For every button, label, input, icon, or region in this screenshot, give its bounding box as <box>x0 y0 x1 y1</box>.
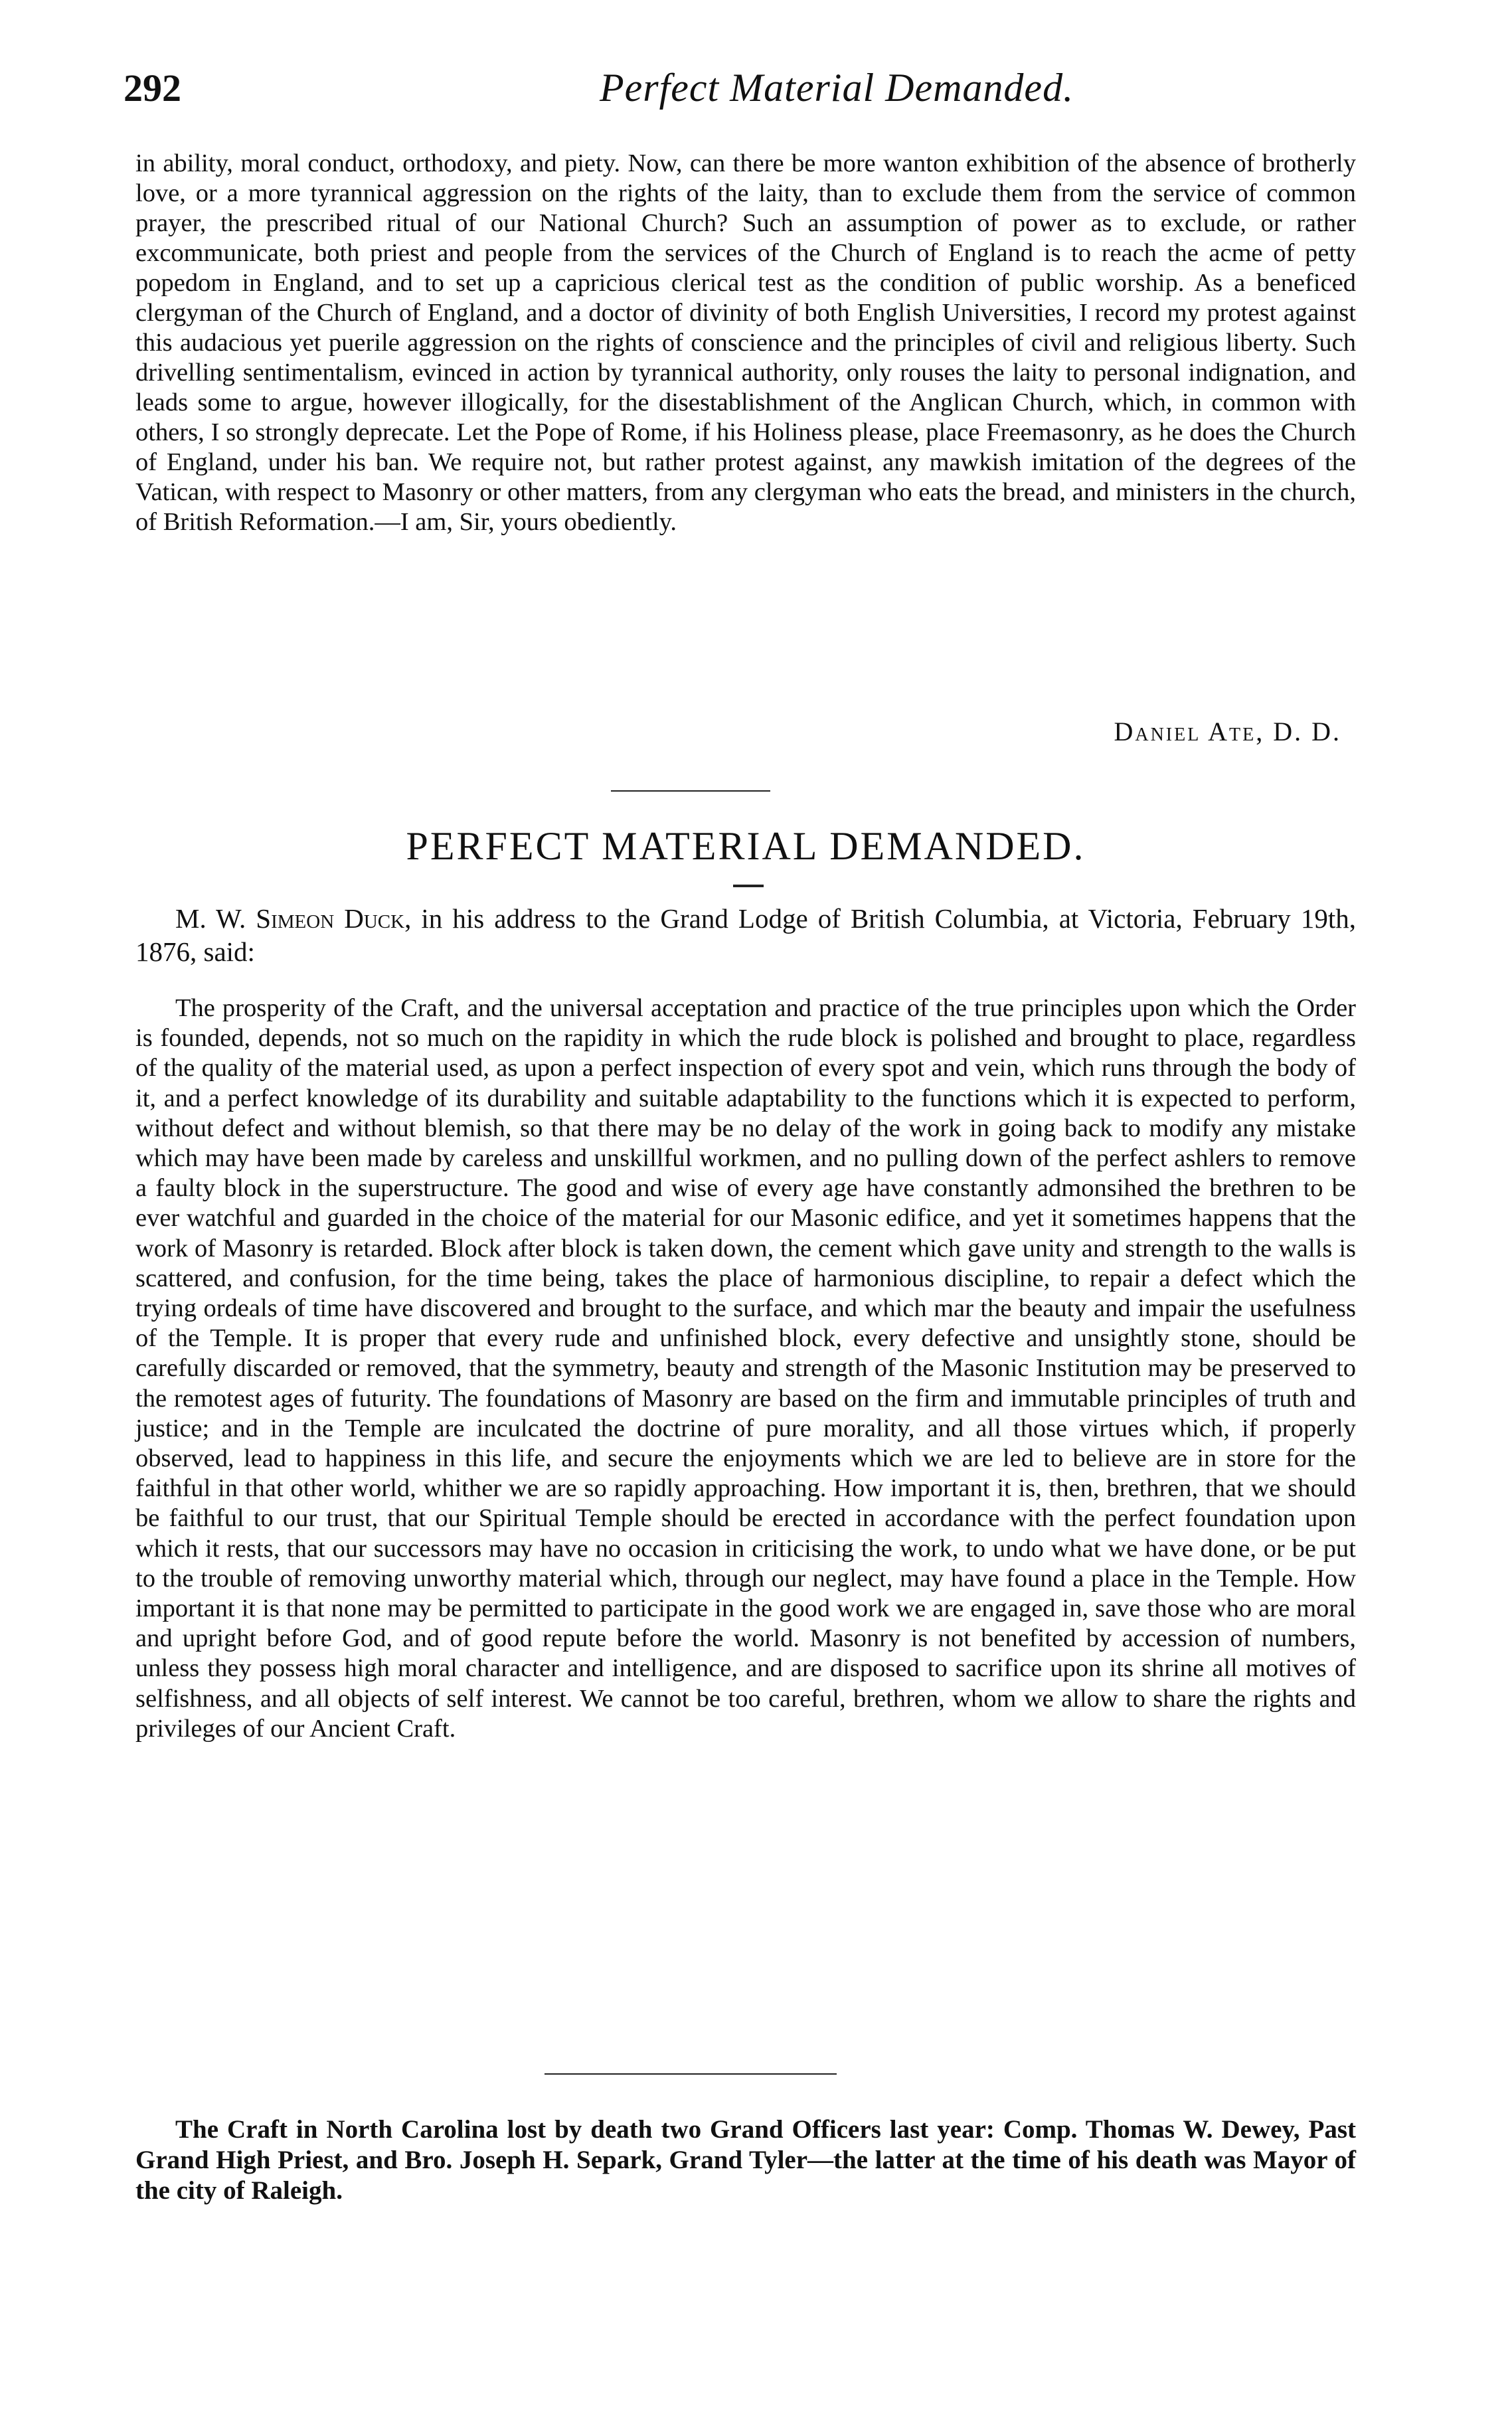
intro-speaker-name: Simeon Duck <box>256 903 405 934</box>
address-body <box>135 993 1356 1744</box>
section-divider-bottom <box>545 2073 837 2075</box>
page-number: 292 <box>124 66 181 110</box>
letter-body <box>135 149 1356 537</box>
news-note <box>135 2114 1356 2206</box>
heading-dash <box>733 885 764 887</box>
letter-text: in ability, moral conduct, orthodoxy, and piety. Now, can there be more wanton exhibition of the absence of brotherly love, or a more tyrannical aggression on the rights of the laity, than to exclude them from the service of common prayer, the prescribed ritual of our National Church? Such an assumption of power as to exclude, or rather excommunicate, both priest and people from the services of the Church of England is to reach the acme of petty popedom in England, and to set up a capricious clerical test as the condition of public worship. As a beneficed clergyman of the Church of England, and a doctor of divinity of both English Universities, I record my protest against this audacious yet puerile aggression on the rights of conscience and the principles of civil and religious liberty. Such drivelling sentimentalism, evinced in action by tyrannical authority, only rouses the laity to personal indignation, and leads some to argue, however illogically, for the disestablishment of the Anglican Church, which, in common with others, I so strongly deprecate. Let the Pope of Rome, if his Holiness please, place Freemasonry, as he does the Church of England, under his ban. We require not, but rather protest against, any mawkish imitation of the degrees of the Vatican, with respect to Masonry or other matters, from any clergyman who eats the bread, and ministers in the church, of British Reformation.—I am, Sir, yours obediently. <box>135 149 1356 536</box>
intro-line <box>135 902 1356 968</box>
section-divider <box>611 790 770 792</box>
running-title: Perfect Material Demanded. <box>599 66 1074 110</box>
article-heading: PERFECT MATERIAL DEMANDED. <box>406 824 1086 868</box>
article-intro <box>135 902 1356 968</box>
letter-signature: Daniel Ate, D. D. <box>1114 717 1341 746</box>
note-text: The Craft in North Carolina lost by death two Grand Officers last year: Comp. Thomas W. Dewey, Past Grand High Priest, and Bro. Joseph H. Separk, Grand Tyler—the latter at the time of his death was Mayor of the city of Raleigh. <box>135 2115 1356 2205</box>
address-text: The prosperity of the Craft, and the universal acceptation and practice of the true principles upon which the Order is founded, depends, not so much on the rapidity in which the rude block is polished and brought to place, regardless of the quality of the material used, as upon a perfect inspection of every spot and vein, which runs through the body of it, and a perfect knowledge of its durability and suitable adaptability to the functions which it is expected to perform, without defect and without blemish, so that there may be no delay of the work in going back to modify any mistake which may have been made by careless and unskillful workmen, and no pulling down of the perfect ashlers to remove a faulty block in the superstructure. The good and wise of every age have constantly admonsihed the brethren to be ever watchful and guarded in the choice of the material for our Masonic edifice, and yet it sometimes happens that the work of Masonry is retarded. Block after block is taken down, the cement which gave unity and strength to the walls is scattered, and confusion, for the time being, takes the place of harmonious discipline, to repair a defect which the trying ordeals of time have discovered and brought to the surface, and which mar the beauty and impair the usefulness of the Temple. It is proper that every rude and unfinished block, every defective and unsightly stone, should be carefully discarded or removed, that the symmetry, beauty and strength of the Masonic Institution may be preserved to the remotest ages of futurity. The foundations of Masonry are based on the firm and immutable principles of truth and justice; and in the Temple are inculcated the doctrine of pure morality, and all those virtues which, if properly observed, lead to happiness in this life, and secure the enjoyments which we are led to believe are in store for the faithful in that other world, whither we are so rapidly approaching. How important it is, then, brethren, that we should be faithful to our trust, that our Spiritual Temple should be erected in accordance with the perfect foundation upon which it rests, that our successors may have no occasion in criticising the work, to undo what we have done, or be put to the trouble of removing unworthy material which, through our neglect, may have found a place in the Temple. How important it is that none may be permitted to participate in the good work we are engaged in, save those who are moral and upright before God, and of good repute before the world. Masonry is not benefited by accession of numbers, unless they possess high moral character and intelligence, and are disposed to sacrifice upon its shrine all motives of selfishness, and all objects of self interest. We cannot be too careful, brethren, whom we allow to share the rights and privileges of our Ancient Craft. <box>135 994 1356 1743</box>
intro-rest: , in his address to the Grand Lodge of British Columbia, at Victoria, February 19th, 1876, said: <box>135 903 1357 967</box>
intro-prefix: M. W. <box>175 903 246 934</box>
